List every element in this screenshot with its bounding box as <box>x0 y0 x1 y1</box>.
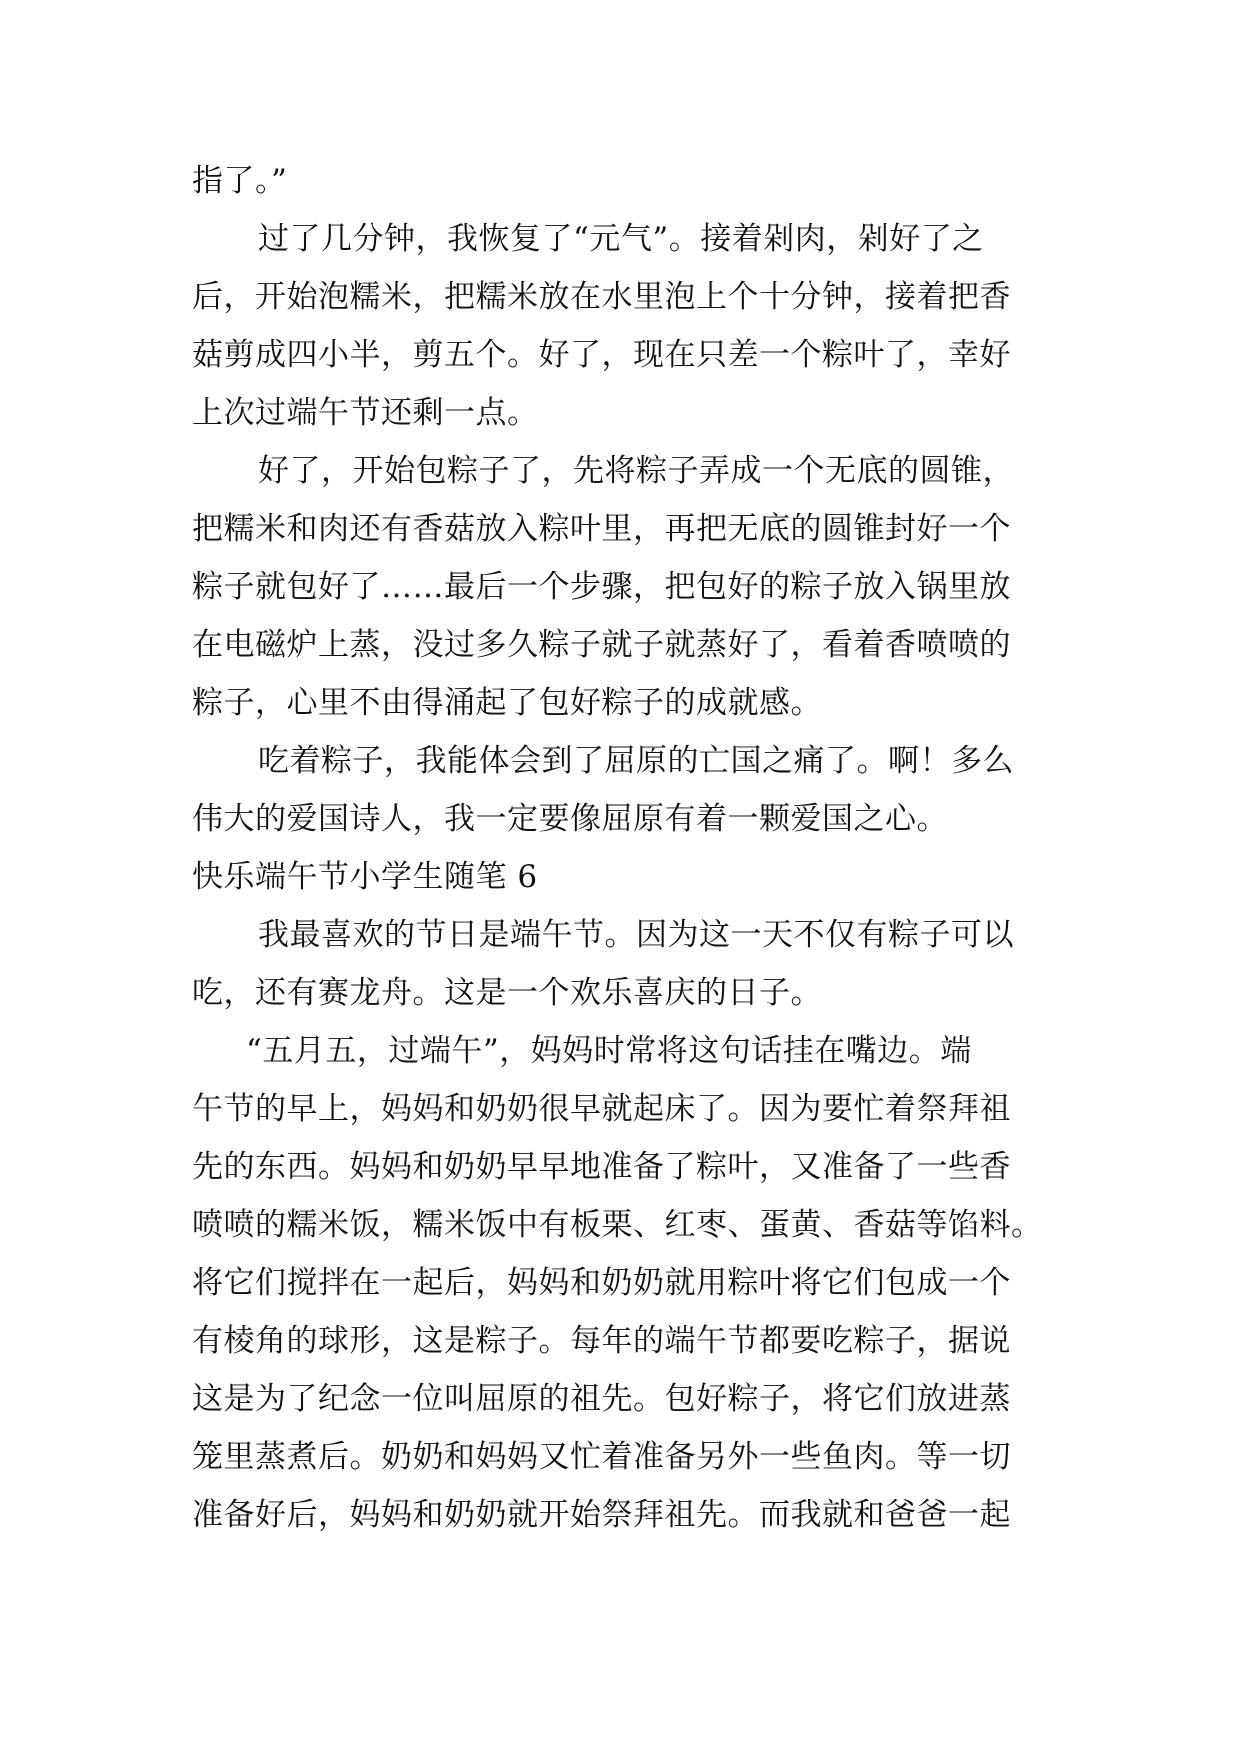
text-line: 粽子就包好了……最后一个步骤，把包好的粽子放入锅里放 <box>192 569 1011 605</box>
text-line: 笼里蒸煮后。奶奶和妈妈又忙着准备另外一些鱼肉。等一切 <box>192 1439 1011 1475</box>
text-line: 在电磁炉上蒸，没过多久粽子就子就蒸好了，看着香喷喷的 <box>192 627 1011 663</box>
text-line: 这是为了纪念一位叫屈原的祖先。包好粽子，将它们放进蒸 <box>192 1381 1011 1417</box>
text-line: 后，开始泡糯米，把糯米放在水里泡上个十分钟，接着把香 <box>192 279 1011 315</box>
text-line: 指了。” <box>192 163 288 199</box>
text-line: 有棱角的球形，这是粽子。每年的端午节都要吃粽子，据说 <box>192 1323 1011 1359</box>
text-line: 喷喷的糯米饭，糯米饭中有板栗、红枣、蛋黄、香菇等馅料。 <box>192 1207 1043 1243</box>
paragraph-first-line: “五月五，过端午”，妈妈时常将这句话挂在嘴边。端 <box>246 1033 972 1069</box>
text-line: 吃，还有赛龙舟。这是一个欢乐喜庆的日子。 <box>192 975 822 1011</box>
paragraph-first-line: 吃着粽子，我能体会到了屈原的亡国之痛了。啊！多么 <box>258 743 1014 779</box>
text-line: 准备好后，妈妈和奶奶就开始祭拜祖先。而我就和爸爸一起 <box>192 1497 1011 1533</box>
paragraph-first-line: 我最喜欢的节日是端午节。因为这一天不仅有粽子可以 <box>258 917 1014 953</box>
paragraph-first-line: 好了，开始包粽子了，先将粽子弄成一个无底的圆锥， <box>258 453 1014 489</box>
text-line: 粽子，心里不由得涌起了包好粽子的成就感。 <box>192 685 822 721</box>
text-line: 午节的早上，妈妈和奶奶很早就起床了。因为要忙着祭拜祖 <box>192 1091 1011 1127</box>
paragraph-first-line: 过了几分钟，我恢复了“元气”。接着剁肉，剁好了之 <box>258 221 984 257</box>
text-line: 上次过端午节还剩一点。 <box>192 395 539 431</box>
text-line: 先的东西。妈妈和奶奶早早地准备了粽叶，又准备了一些香 <box>192 1149 1011 1185</box>
text-line: 将它们搅拌在一起后，妈妈和奶奶就用粽叶将它们包成一个 <box>192 1265 1011 1301</box>
text-line: 菇剪成四小半，剪五个。好了，现在只差一个粽叶了，幸好 <box>192 337 1011 373</box>
text-line: 伟大的爱国诗人，我一定要像屈原有着一颗爱国之心。 <box>192 801 948 837</box>
section-heading: 快乐端午节小学生随笔 6 <box>192 859 538 895</box>
text-line: 把糯米和肉还有香菇放入粽叶里，再把无底的圆锥封好一个 <box>192 511 1011 547</box>
